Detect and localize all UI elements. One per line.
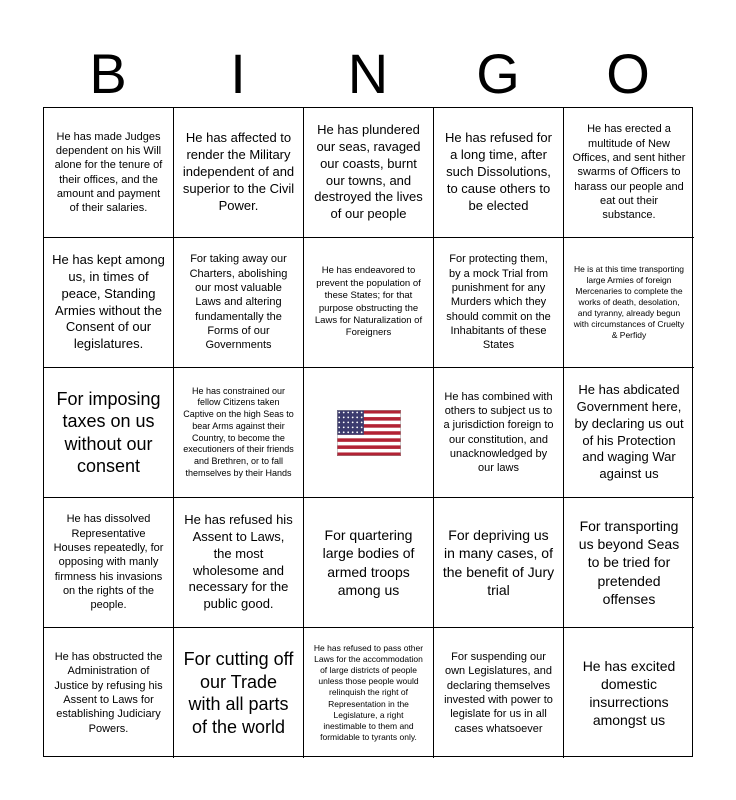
- bingo-cell[interactable]: [304, 238, 434, 368]
- flag-star: [338, 431, 340, 433]
- bingo-cell[interactable]: [434, 498, 564, 628]
- bingo-cell[interactable]: [564, 628, 694, 758]
- bingo-cell[interactable]: [434, 368, 564, 498]
- flag-body: [337, 410, 401, 456]
- bingo-cell[interactable]: [174, 628, 304, 758]
- flag-star: [356, 416, 358, 418]
- flag-star: [356, 421, 358, 423]
- flag-star: [356, 411, 358, 413]
- cell-text: He is at this time transporting large Armies of foreign Mercenaries to complete the works of death, desolation, and tyranny, already begun with circumstances of Cruelty & Perfidy: [573, 263, 685, 341]
- cell-text: He has excited domestic insurrections amongst us: [582, 657, 676, 729]
- bingo-cell[interactable]: [434, 628, 564, 758]
- header-letter-g: G: [476, 42, 520, 105]
- bingo-cell[interactable]: [44, 108, 174, 238]
- header-letter-b: B: [89, 42, 127, 105]
- flag-stripe: [337, 445, 401, 449]
- bingo-cell[interactable]: [564, 108, 694, 238]
- header-letter-n: N: [347, 42, 389, 105]
- header-letter-i: I: [230, 42, 246, 105]
- flag-star: [338, 411, 340, 413]
- header-letter-o: O: [606, 42, 650, 105]
- cell-text: He has made Judges dependent on his Will alone for the tenure of their offices, and the amount and payment of their salaries.: [54, 130, 163, 215]
- flag-star: [360, 421, 362, 423]
- flag-star: [347, 416, 349, 418]
- flag-star: [351, 431, 353, 433]
- flag-star: [338, 421, 340, 423]
- bingo-header: [43, 40, 693, 108]
- flag-star: [360, 416, 362, 418]
- cell-text: For cutting off our Trade with all parts of the world: [183, 649, 294, 737]
- flag-star: [360, 426, 362, 428]
- bingo-cell[interactable]: [44, 498, 174, 628]
- flag-star: [338, 416, 340, 418]
- cell-text: For taking away our Charters, abolishing our most valuable Laws and altering fundamentally the Forms of our Governments: [189, 253, 288, 352]
- bingo-card-grid: [43, 107, 693, 757]
- bingo-cell[interactable]: [564, 498, 694, 628]
- bingo-cell[interactable]: [174, 108, 304, 238]
- flag-star: [342, 416, 344, 418]
- bingo-cell[interactable]: [44, 628, 174, 758]
- flag-star: [356, 426, 358, 428]
- cell-text: He has endeavored to prevent the population of these States; for that purpose obstructing the Laws for Naturalization of Foreigners: [314, 265, 423, 339]
- cell-text: He has dissolved Representative Houses repeatedly, for opposing with manly firmness his invasions on the rights of the people.: [53, 513, 164, 612]
- bingo-cell[interactable]: [304, 108, 434, 238]
- bingo-cell[interactable]: [564, 238, 694, 368]
- bingo-cell[interactable]: [304, 628, 434, 758]
- flag-canton: [337, 410, 364, 435]
- flag-star: [356, 431, 358, 433]
- flag-star: [351, 416, 353, 418]
- flag-star: [342, 431, 344, 433]
- flag-star: [351, 411, 353, 413]
- flag-star: [342, 421, 344, 423]
- cell-text: He has constrained our fellow Citizens taken Captive on the high Seas to bear Arms against their Country, to become the executioners of their friends and Brethren, or to fall themselves by their Hands: [183, 385, 294, 478]
- bingo-cell[interactable]: [174, 368, 304, 498]
- cell-text: For suspending our own Legislatures, and declaring themselves invested with power to legislate for us in all cases whatsoever: [444, 651, 553, 735]
- cell-text: For quartering large bodies of armed troops among us: [322, 527, 415, 598]
- cell-text: For protecting them, by a mock Trial from punishment for any Murders which they should commit on the Inhabitants of these States: [446, 253, 551, 352]
- cell-text: He has kept among us, in times of peace, Standing Armies without the Consent of our legislatures.: [52, 251, 165, 352]
- flag-star: [360, 411, 362, 413]
- cell-text: He has refused his Assent to Laws, the most wholesome and necessary for the public good.: [184, 511, 293, 612]
- bingo-cell[interactable]: [44, 238, 174, 368]
- flag-star: [342, 426, 344, 428]
- flag-star: [351, 426, 353, 428]
- bingo-cell[interactable]: [434, 238, 564, 368]
- bingo-cell[interactable]: [304, 498, 434, 628]
- cell-text: He has abdicated Government here, by declaring us out of his Protection and waging War against us: [574, 381, 684, 482]
- bingo-cell[interactable]: [564, 368, 694, 498]
- bingo-cell[interactable]: [44, 368, 174, 498]
- us-flag-icon: [337, 410, 401, 456]
- flag-star: [342, 411, 344, 413]
- flag-star: [338, 426, 340, 428]
- cell-text: He has refused to pass other Laws for the accommodation of large districts of people unless those people would relinquish the right of Representation in the Legislature, a right inestimable to them and formidable to tyrants only.: [313, 643, 424, 742]
- bingo-cell[interactable]: [174, 498, 304, 628]
- flag-star: [360, 431, 362, 433]
- flag-star: [347, 426, 349, 428]
- cell-text: For depriving us in many cases, of the benefit of Jury trial: [442, 527, 555, 598]
- flag-star: [347, 431, 349, 433]
- cell-text: He has combined with others to subject us to a jurisdiction foreign to our constitution, and unacknowledged by our laws: [443, 390, 554, 475]
- flag-star: [347, 411, 349, 413]
- cell-text: For transporting us beyond Seas to be tried for pretended offenses: [578, 518, 680, 607]
- cell-text: He has obstructed the Administration of Justice by refusing his Assent to Laws for establishing Judiciary Powers.: [54, 651, 163, 735]
- bingo-cell[interactable]: [434, 108, 564, 238]
- flag-stripe: [337, 438, 401, 442]
- cell-text: For imposing taxes on us without our consent: [56, 388, 161, 476]
- bingo-cell[interactable]: [174, 238, 304, 368]
- cell-text: He has erected a multitude of New Offices, and sent hither swarms of Officers to harass our people and eat out their substance.: [572, 123, 686, 222]
- flag-star: [347, 421, 349, 423]
- cell-text: He has refused for a long time, after such Dissolutions, to cause others to be elected: [445, 130, 552, 213]
- free-space-cell[interactable]: [304, 368, 434, 498]
- cell-text: He has plundered our seas, ravaged our coasts, burnt our towns, and destroyed the lives of our people: [314, 121, 423, 222]
- flag-star: [351, 421, 353, 423]
- cell-text: He has affected to render the Military independent of and superior to the Civil Power.: [182, 130, 295, 213]
